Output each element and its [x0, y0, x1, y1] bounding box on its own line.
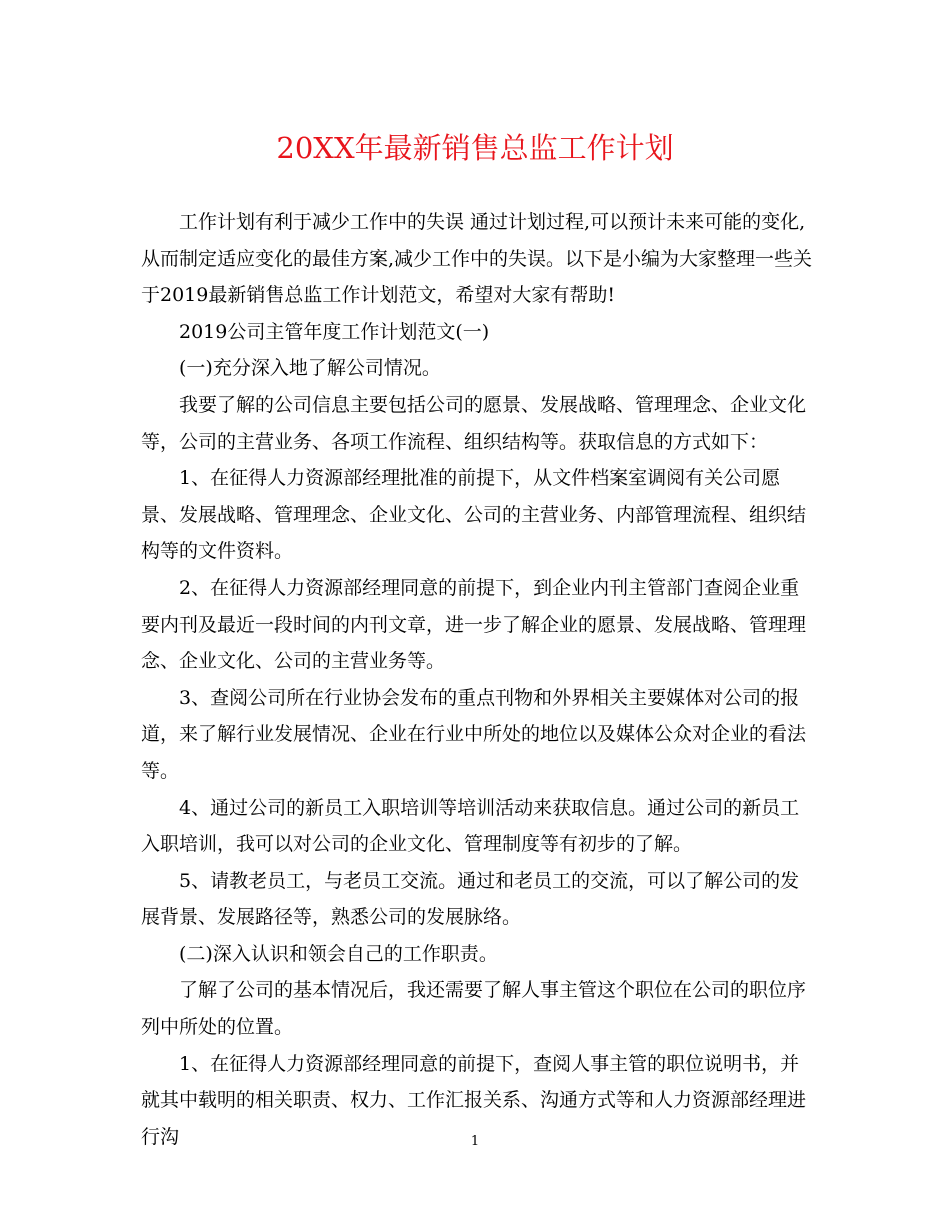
document-title: 20XX年最新销售总监工作计划	[276, 131, 674, 165]
paragraph-item-5: 5、请教老员工，与老员工交流。通过和老员工的交流，可以了解公司的发展背景、发展路径等，熟悉公司的发展脉络。	[141, 869, 800, 929]
paragraph-duty-item-1: 1、在征得人力资源部经理同意的前提下，查阅人事主管的职位说明书，并就其中载明的相关职责、权力、工作汇报关系、沟通方式等和人力资源部经理进行沟	[141, 1052, 807, 1148]
paragraph-company-info: 我要了解的公司信息主要包括公司的愿景、发展战略、管理理念、企业文化等，公司的主营业务、各项工作流程、组织结构等。获取信息的方式如下：	[141, 393, 807, 453]
paragraph-item-4: 4、通过公司的新员工入职培训等培训活动来获取信息。通过公司的新员工入职培训，我可以对公司的企业文化、管理制度等有初步的了解。	[141, 796, 800, 856]
paragraph-item-3: 3、查阅公司所在行业协会发布的重点刊物和外界相关主要媒体对公司的报道，来了解行业发展情况、企业在行业中所处的地位以及媒体公众对企业的看法等。	[141, 686, 807, 782]
paragraph-position: 了解了公司的基本情况后，我还需要了解人事主管这个职位在公司的职位序列中所处的位置。	[141, 979, 807, 1039]
paragraph-item-1: 1、在征得人力资源部经理批准的前提下，从文件档案室调阅有关公司愿景、发展战略、管理理念、企业文化、公司的主营业务、内部管理流程、组织结构等的文件资料。	[141, 467, 807, 563]
paragraph-subheading-2: (二)深入认识和领会自己的工作职责。	[179, 942, 498, 965]
paragraph-item-2: 2、在征得人力资源部经理同意的前提下，到企业内刊主管部门查阅企业重要内刊及最近一段时间的内刊文章，进一步了解企业的愿景、发展战略、管理理念、企业文化、公司的主营业务等。	[141, 576, 807, 673]
paragraph-intro: 工作计划有利于减少工作中的失误 通过计划过程,可以预计未来可能的变化,从而制定适应变化的最佳方案,减少工作中的失误。以下是小编为大家整理一些关于2019最新销售总监工作计划范文，希望对大家有帮助!	[141, 211, 813, 307]
paragraph-section-heading: 2019公司主管年度工作计划范文(一)	[179, 320, 490, 343]
document-body	[141, 204, 813, 1155]
page-number: 1	[470, 1134, 480, 1149]
paragraph-subheading-1: (一)充分深入地了解公司情况。	[179, 357, 441, 380]
